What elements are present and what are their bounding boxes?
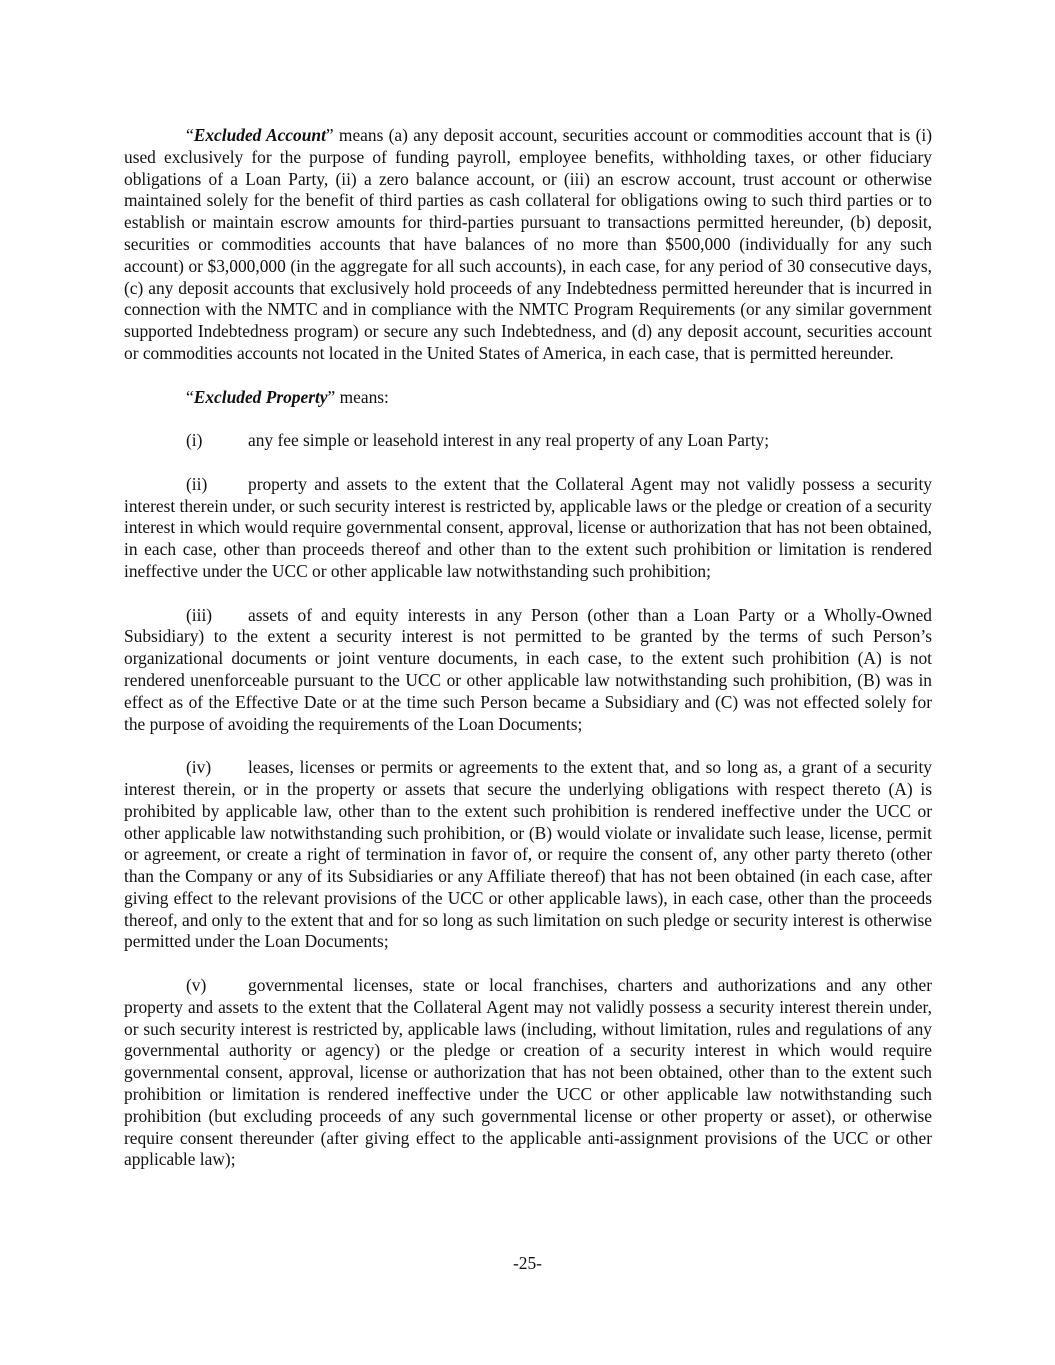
clause-number: (iii) (186, 604, 213, 625)
defined-term: Excluded Property (193, 386, 328, 407)
close-quote: ” (325, 125, 334, 145)
open-quote: “ (186, 125, 194, 145)
clause-text: assets of and equity interests in any Person (other than a Loan Party or a Wholly-Owned Subsidiary) to the extent a security interest is not permitted to be granted by the terms of such Person’s organizational documents or joint venture documents, in each case, to the extent such prohibition (A) is not rendered unenforceable pursuant to the UCC or other applicable law notwithstanding such prohibition, (B) was in effect as of the Effective Date or at the time such Person became a Subsidiary and (C) was not effected solely for the purpose of avoiding the requirements of the Loan Documents; (124, 604, 932, 734)
defined-term: Excluded Account (193, 125, 326, 145)
clause-number: (ii) (186, 473, 208, 494)
clause-text: leases, licenses or permits or agreements to the extent that, and so long as, a grant of a security interest therein, or in the property or assets that secure the underlying obligations with respect thereto (A) is prohibited by applicable law, other than to the extent such prohibition is rendered ineffective under the UCC or other applicable law notwithstanding such prohibition, or (B) would violate or invalidate such lease, license, permit or agreement, or create a right of termination in favor of, or require the consent of, any other party thereto (other than the Company or any of its Subsidiaries or any Affiliate thereof) that has not been obtained (in each case, after giving effect to the relevant provisions of the UCC or other applicable laws), in each case, other than the proceeds thereof, and only to the extent that and for so long as such limitation on such pledge or security interest is otherwise permitted under the Loan Documents; (124, 757, 932, 952)
definition-excluded-account (124, 125, 932, 365)
clause-text: governmental licenses, state or local franchises, charters and authorizations and any other property and assets to the extent that the Collateral Agent may not validly possess a security interest therein under, or such security interest is restricted by, applicable laws (including, without limitation, rules and regulations of any governmental authority or agency) or the pledge or creation of a security interest in which would require governmental consent, approval, license or authorization that has not been obtained, other than to the extent such prohibition or limitation is rendered ineffective under the UCC or other applicable law notwithstanding such prohibition (but excluding proceeds of any such governmental license or other property or asset), or otherwise require consent thereunder (after giving effect to the applicable anti-assignment provisions of the UCC or other applicable law); (124, 975, 932, 1170)
clause-i (124, 430, 932, 452)
definition-text: means (a) any deposit account, securities account or commodities account that is (i) used exclusively for the purpose of funding payroll, employee benefits, withholding taxes, or other fiduciary obligations of a Loan Party, (ii) a zero balance account, or (iii) an escrow account, trust account or otherwise maintained solely for the benefit of third parties as cash collateral for obligations owing to such third parties or to establish or maintain escrow amounts for third-parties pursuant to transactions permitted hereunder, (b) deposit, securities or commodities accounts that have balances of no more than $500,000 (individually for any such account) or $3,000,000 (in the aggregate for all such accounts), in each case, for any period of 30 consecutive days, (c) any deposit accounts that exclusively hold proceeds of any Indebtedness permitted hereunder that is incurred in connection with the NMTC and in compliance with the NMTC Program Requirements (or any similar government supported Indebtedness program) or secure any such Indebtedness, and (d) any deposit account, securities account or commodities accounts not located in the United States of America, in each case, that is permitted hereunder. (124, 125, 932, 363)
clause-iv (124, 757, 932, 953)
clause-text: any fee simple or leasehold interest in any real property of any Loan Party; (248, 430, 770, 451)
clause-iii (124, 605, 932, 736)
page-body (124, 125, 932, 1193)
close-quote: ” (327, 386, 336, 407)
clause-number: (i) (186, 430, 203, 451)
definition-text: means: (335, 386, 389, 407)
clause-text: property and assets to the extent that the Collateral Agent may not validly possess a security interest therein under, or such security interest is restricted by, applicable laws or the pledge or creation of a security interest in which would require governmental consent, approval, license or authorization that has not been obtained, in each case, other than proceeds thereof and other than to the extent such prohibition or limitation is rendered ineffective under the UCC or other applicable law notwithstanding such prohibition; (124, 473, 932, 581)
page-number: -25- (513, 1253, 542, 1273)
clause-v (124, 975, 932, 1171)
open-quote: “ (186, 386, 194, 407)
clause-number: (v) (186, 975, 207, 996)
clause-ii (124, 474, 932, 583)
definition-excluded-property (124, 387, 932, 409)
clause-number: (iv) (186, 757, 212, 778)
